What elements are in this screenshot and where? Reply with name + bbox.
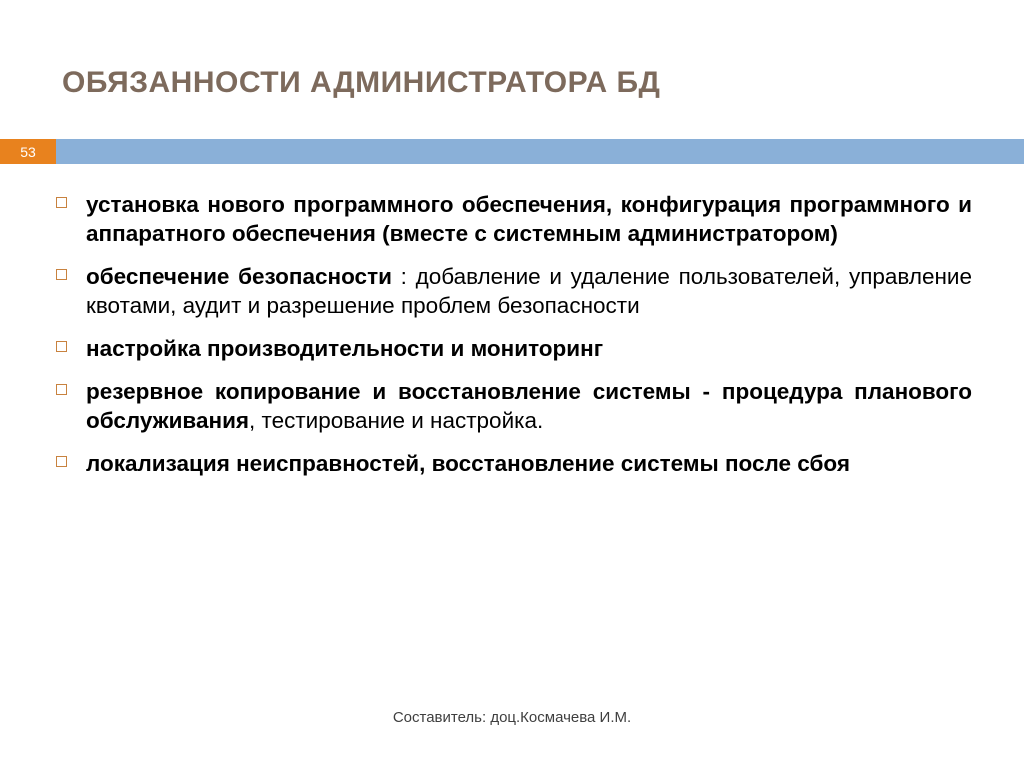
list-item — [56, 377, 972, 435]
list-item-text — [86, 262, 972, 320]
bullet-list — [56, 190, 972, 492]
page-number-text: 53 — [20, 143, 36, 160]
list-item — [56, 190, 972, 248]
square-bullet-icon — [56, 262, 86, 283]
list-item-text — [86, 377, 972, 435]
list-item-normal: , тестирование и настройка. — [249, 408, 544, 434]
square-bullet-icon — [56, 190, 86, 211]
list-item-bold: установка нового программного обеспечения, конфигурация программного и аппаратного обеспечения (вместе с системным администратором) — [86, 192, 972, 247]
slide-footer: Составитель: доц.Космачева И.М. — [392, 709, 632, 726]
list-item-text — [86, 449, 972, 478]
square-bullet-icon — [56, 334, 86, 355]
page-title: ОБЯЗАННОСТИ АДМИНИСТРАТОРА БД — [62, 66, 661, 99]
list-item-bold: резервное копирование и восстановление системы - процедура планового обслуживания — [86, 379, 972, 434]
list-item — [56, 449, 972, 478]
list-item-bold: обеспечение безопасности — [86, 264, 401, 290]
list-item-text — [86, 334, 972, 363]
header-divider-bar — [56, 139, 1024, 164]
square-bullet-icon — [56, 377, 86, 398]
list-item-text — [86, 190, 972, 248]
square-bullet-icon — [56, 449, 86, 470]
list-item-bold: локализация неисправностей, восстановление системы после сбоя — [86, 451, 850, 477]
list-item-normal: : добавление и удаление пользователей, управление квотами, аудит и разрешение проблем безопасности — [86, 264, 972, 319]
list-item-bold: настройка производительности и мониторинг — [86, 336, 604, 362]
list-item — [56, 334, 972, 363]
page-number-badge — [0, 139, 56, 164]
list-item — [56, 262, 972, 320]
